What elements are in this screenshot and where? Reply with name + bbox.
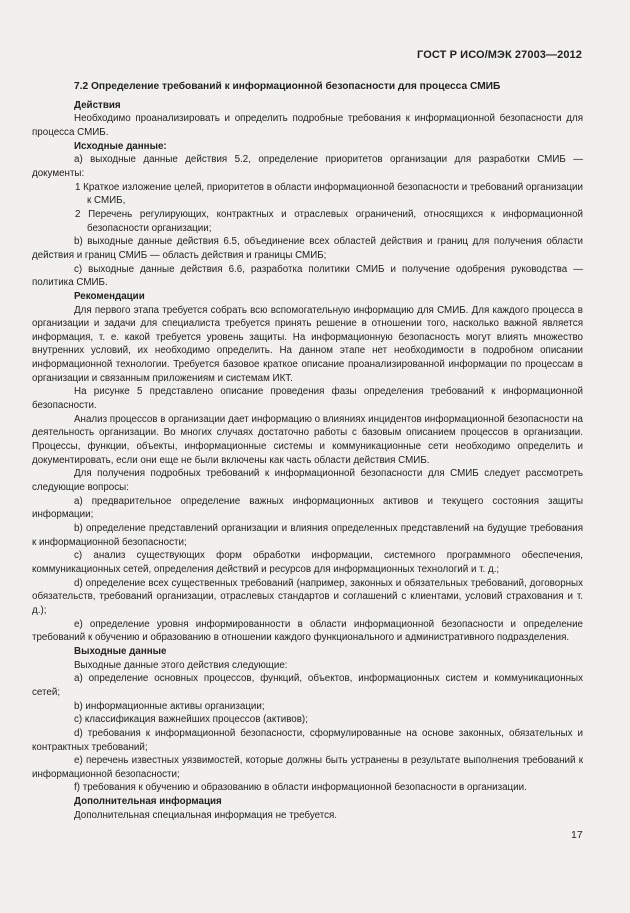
output-item-b: b) информационные активы организации;	[74, 700, 265, 712]
input-heading: Исходные данные:	[74, 140, 167, 152]
input-item-a: а) выходные данные действия 5.2, определение приоритетов организации для разработки СМИБ — документы:	[32, 154, 583, 179]
output-intro: Выходные данные этого действия следующие:	[74, 659, 288, 671]
output-item-f: f) требования к обучению и образованию в области информационной безопасности в организации.	[74, 782, 527, 794]
recommendations-paragraph-3: Анализ процессов в организации дает информацию о влияниях инцидентов информационной безопасности на деятельность организации. Во многих случаях достаточно работы с базовым описанием процессов в организации. Процессы, функции, объекты, информационные системы и коммуникационные сети необходимо определить и документировать, если они еще не были включены как часть области действия СМИБ.	[32, 413, 583, 466]
recommendations-item-b: b) определение представлений организации и влияния определенных представлений на будущие требования к информационной безопасности;	[32, 523, 583, 548]
recommendations-paragraph-1: Для первого этапа требуется собрать всю вспомогательную информацию для СМИБ. Для каждого процесса в организации и задачи для специалиста требуется принять решение в отношении того, насколько важной является информация, т. е. какой требуется уровень защиты. На информационную безопасность могут влиять множество внутренних условий, их необходимо определить. На данном этапе нет необходимости в подробном описании информационной технологии. Требуется базовое краткое описание проанализированной информации по процессам в организации и связанным приложениям и системам ИКТ.	[32, 304, 583, 384]
output-item-d: d) требования к информационной безопасности, сформулированные на основе законных, обязательных и контрактных требований;	[32, 727, 583, 753]
input-item-c: с) выходные данные действия 6.6, разработка политики СМИБ и получение одобрения руководства — политика СМИБ.	[32, 263, 583, 289]
recommendations-paragraph-2: На рисунке 5 представлено описание проведения фазы определения требований к информационной безопасности.	[32, 386, 583, 412]
recommendations-item-d: d) определение всех существенных требований (например, законных и обязательных требований, договорных обязательств, требований организации, отраслевых стандартов и соглашений с клиентами, условий страхования и т. д.);	[32, 577, 583, 616]
output-item-c: с) классификация важнейших процессов (активов);	[74, 714, 308, 726]
document-id-header: ГОСТ Р ИСО/МЭК 27003—2012	[417, 49, 582, 61]
recommendations-heading: Рекомендации	[74, 290, 145, 302]
actions-heading: Действия	[74, 99, 121, 111]
recommendations-item-a: а) предварительное определение важных информационных активов и текущего состояния защиты информации;	[32, 495, 583, 521]
input-subitem-2: 2 Перечень регулирующих, контрактных и отраслевых ограничений, относящихся к информационной безопасности организации;	[75, 208, 583, 234]
input-item-b: b) выходные данные действия 6.5, объединение всех областей действия и границ для получения области действия и границ СМИБ — область действия и границы СМИБ;	[32, 236, 583, 261]
document-body	[32, 80, 583, 822]
output-item-a: а) определение основных процессов, функций, объектов, информационных систем и коммуникационных сетей;	[32, 673, 583, 698]
output-item-e: е) перечень известных уязвимостей, которые должны быть устранены в результате выполнения требований к информационной безопасности;	[32, 755, 583, 780]
section-title: 7.2 Определение требований к информационной безопасности для процесса СМИБ	[74, 81, 501, 92]
output-heading: Выходные данные	[74, 645, 167, 657]
additional-info-heading: Дополнительная информация	[74, 796, 222, 808]
recommendations-paragraph-4: Для получения подробных требований к информационной безопасности для СМИБ следует рассмотреть следующие вопросы:	[32, 468, 583, 494]
recommendations-item-c: с) анализ существующих форм обработки информации, системного программного обеспечения, коммуникационных сетей, определения действий и ресурсов для информационных технологий и т. д.;	[32, 550, 583, 575]
actions-text: Необходимо проанализировать и определить подробные требования к информационной безопасности для процесса СМИБ.	[32, 113, 583, 138]
input-subitem-1: 1 Краткое изложение целей, приоритетов в области информационной безопасности и требований организации к СМИБ,	[75, 181, 583, 207]
additional-info-text: Дополнительная специальная информация не требуется.	[74, 809, 338, 821]
recommendations-item-e: е) определение уровня информированности в области информационной безопасности и определение требований к обучению и образованию в отношении каждого функционального и административного подразделения.	[32, 618, 583, 644]
page-number: 17	[571, 829, 583, 841]
